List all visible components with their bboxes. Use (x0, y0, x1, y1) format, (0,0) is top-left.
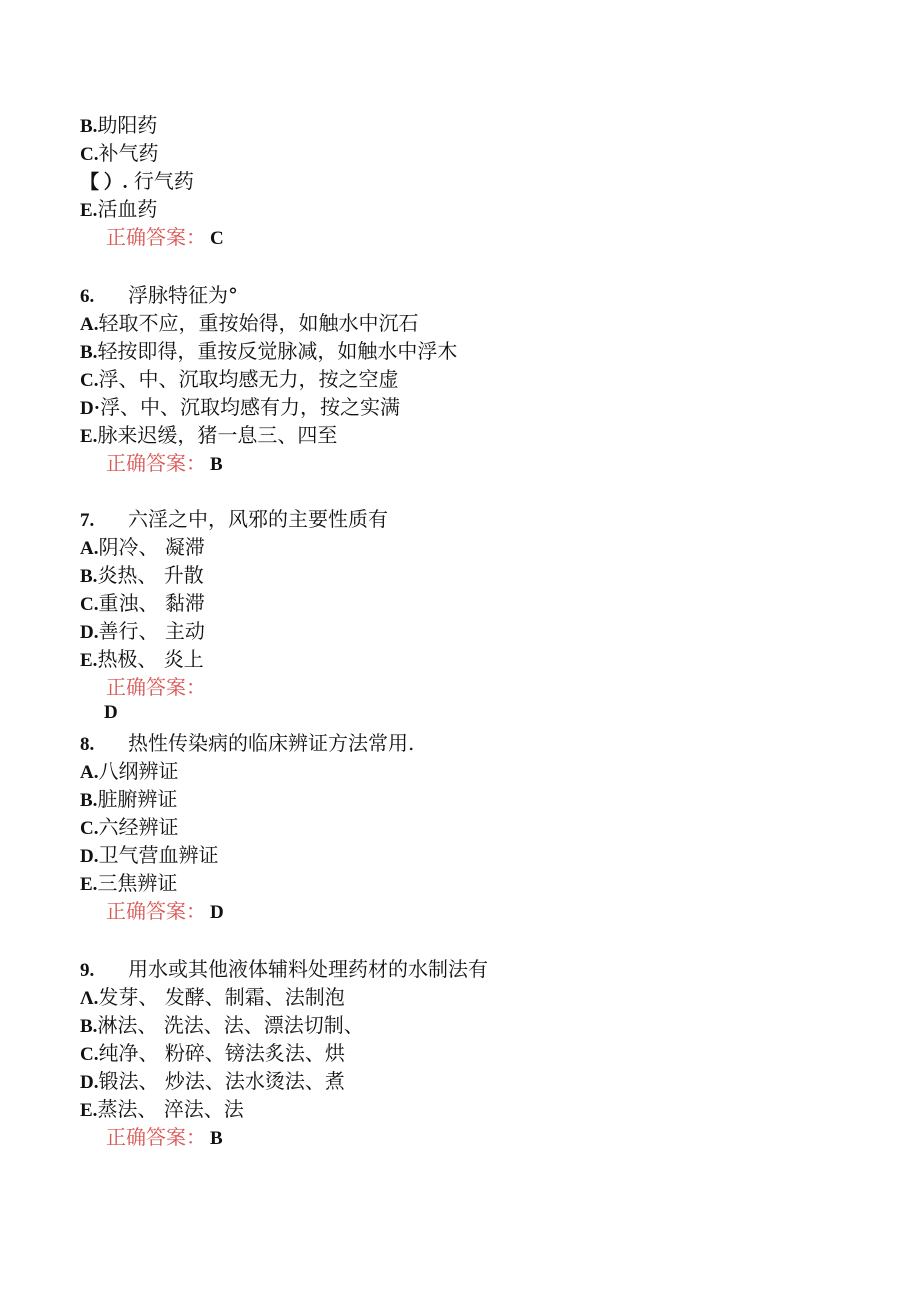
option-text: 纯净、 粉碎、镑法炙法、烘 (98, 1041, 345, 1065)
option-line (80, 869, 177, 897)
answer-value: D (104, 702, 118, 723)
answer-line (106, 1123, 223, 1151)
option-text: 补气药 (98, 141, 159, 165)
option-text: 蒸法、 淬法、法 (97, 1097, 244, 1121)
option-line (80, 983, 345, 1011)
option-line (80, 337, 457, 365)
option-text: 炎热、 升散 (97, 563, 204, 587)
question-text: 浮脉特征为° (128, 283, 238, 307)
option-text: 助阳药 (97, 113, 158, 137)
option-line (80, 1011, 364, 1039)
option-label: E. (80, 1100, 98, 1121)
question-number: 9. (80, 960, 95, 981)
option-text: 善行、 主动 (98, 619, 205, 643)
option-label: A. (80, 762, 99, 783)
option-text: 浮、中、沉取均感有力，按之实满 (100, 395, 401, 419)
option-text: 发芽、 发酵、制霜、法制泡 (98, 985, 345, 1009)
option-text: 锻法、 炒法、法水烫法、煮 (98, 1069, 345, 1093)
option-label: B. (80, 566, 98, 587)
option-line (80, 167, 194, 195)
option-text: 六经辨证 (98, 815, 179, 839)
option-line (80, 1095, 244, 1123)
option-label: C. (80, 818, 99, 839)
option-line (80, 195, 157, 223)
option-text: 脏腑辨证 (97, 787, 178, 811)
option-text: 三焦辨证 (97, 871, 178, 895)
question-line (80, 281, 238, 309)
option-label: C. (80, 144, 99, 165)
option-line (80, 309, 418, 337)
option-label: D. (80, 846, 99, 867)
question-text: 用水或其他液体辅料处理药材的水制法有 (128, 957, 488, 981)
option-line (80, 421, 337, 449)
option-line (80, 365, 398, 393)
option-label: A. (80, 314, 99, 335)
option-line (80, 617, 205, 645)
answer-label: 正确答案： (106, 451, 206, 475)
answer-line (106, 223, 224, 251)
option-text: 轻按即得，重按反觉脉减，如触水中浮木 (97, 339, 458, 363)
option-line (80, 1067, 345, 1095)
answer-label: 正确答案： (106, 225, 206, 249)
option-line (80, 393, 400, 421)
question-text: 六淫之中，风邪的主要性质有 (128, 507, 388, 531)
option-label: A. (80, 538, 99, 559)
option-line (80, 561, 204, 589)
option-line (80, 785, 177, 813)
option-label: E. (80, 200, 98, 221)
question-line (80, 505, 388, 533)
option-text: 八纲辨证 (98, 759, 179, 783)
answer-line (106, 673, 210, 701)
answer-label: 正确答案： (106, 675, 206, 699)
option-line (80, 1039, 345, 1067)
question-text: 热性传染病的临床辨证方法常用. (128, 731, 415, 755)
option-label: B. (80, 1016, 98, 1037)
option-line (80, 813, 178, 841)
option-line (80, 757, 178, 785)
option-text: 淋法、 洗法、法、漂法切制、 (97, 1013, 364, 1037)
option-label: E. (80, 874, 98, 895)
answer-line (106, 897, 224, 925)
option-text: 行气药 (127, 169, 194, 193)
option-line (80, 841, 218, 869)
option-label: D. (80, 1072, 99, 1093)
option-label: E. (80, 650, 98, 671)
option-line (80, 111, 157, 139)
option-text: 轻取不应，重按始得，如触水中沉石 (98, 311, 419, 335)
option-text: 热极、 炎上 (97, 647, 204, 671)
option-label: C. (80, 370, 99, 391)
option-label: B. (80, 790, 98, 811)
answer-value: D (210, 902, 224, 923)
answer-label: 正确答案： (106, 899, 206, 923)
option-line (80, 139, 158, 167)
option-line (80, 533, 205, 561)
option-text: 阴冷、 凝滞 (98, 535, 205, 559)
option-text: 浮、中、沉取均感无力，按之空虚 (98, 367, 399, 391)
answer-label: 正确答案： (106, 1125, 206, 1149)
question-line (80, 955, 488, 983)
option-label: Λ. (80, 988, 99, 1009)
question-line (80, 729, 414, 757)
option-text: 重浊、 黏滞 (98, 591, 205, 615)
answer-line (106, 449, 223, 477)
option-label: D· (80, 398, 101, 419)
answer-value: B (210, 1128, 223, 1149)
option-label: C. (80, 1044, 99, 1065)
option-label: B. (80, 342, 98, 363)
question-number: 7. (80, 510, 95, 531)
option-text: 卫气营血辨证 (98, 843, 219, 867)
question-number: 8. (80, 734, 95, 755)
option-label: 【 ）. (80, 172, 128, 193)
answer-value: B (210, 454, 223, 475)
option-line (80, 589, 205, 617)
option-text: 脉来迟缓，猪一息三、四至 (97, 423, 338, 447)
option-label: D. (80, 622, 99, 643)
option-line (80, 645, 204, 673)
option-label: E. (80, 426, 98, 447)
option-text: 活血药 (97, 197, 158, 221)
option-label: B. (80, 116, 98, 137)
question-number: 6. (80, 286, 95, 307)
answer-value: C (210, 228, 224, 249)
option-label: C. (80, 594, 99, 615)
